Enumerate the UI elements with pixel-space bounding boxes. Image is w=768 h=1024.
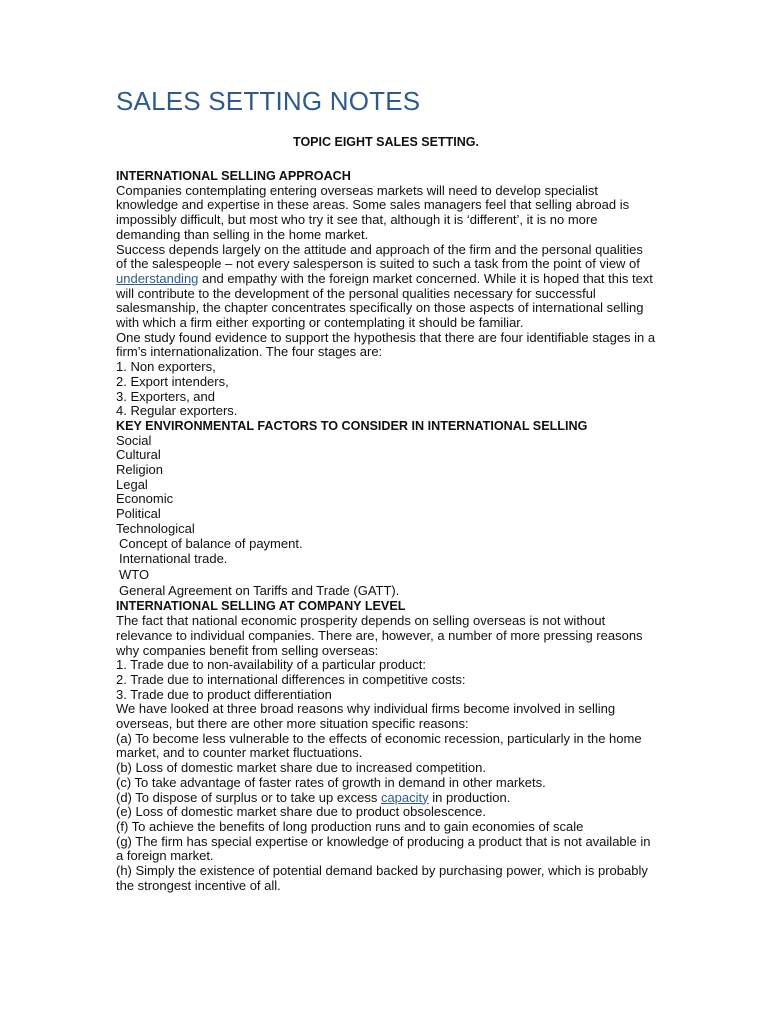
reason-list [116, 658, 656, 702]
paragraph-four-stages: One study found evidence to support the hypothesis that there are four identifiable stages in a firm’s internationalization. The four stages are: [116, 329, 656, 360]
bullet-text: International trade. [119, 551, 228, 567]
list-item: 2. Trade due to international differences in competitive costs: [116, 671, 466, 687]
paragraph-overseas-markets: Companies contemplating entering overseas markets will need to develop specialist knowledge and expertise in these areas. Some sales managers feel that selling abroad is impossibly difficult, but most who try it see that, although it is ‘different’, it is no more demanding than selling in the home market. [116, 182, 630, 242]
bullet-text: General Agreement on Tariffs and Trade (GATT). [119, 582, 400, 598]
bullet-text: WTO [119, 566, 150, 582]
capacity-link[interactable]: capacity [380, 789, 429, 805]
list-item: Social [116, 432, 152, 448]
factor-list [116, 434, 656, 537]
list-item: Economic [116, 491, 174, 507]
list-item-h: (h) Simply the existence of potential demand backed by purchasing power, which is probably the strongest incentive of all. [116, 863, 648, 893]
list-item: Religion [116, 462, 163, 478]
list-item: 2. Export intenders, [116, 373, 229, 389]
paragraph-success-depends [116, 243, 656, 331]
document-body [116, 169, 656, 893]
document-title: SALES SETTING NOTES [116, 86, 421, 116]
item-text: in production. [428, 789, 511, 805]
understanding-link[interactable]: understanding [116, 270, 199, 286]
list-item: Technological [116, 520, 195, 536]
list-item-e: (e) Loss of domestic market share due to product obsolescence. [116, 804, 486, 820]
paragraph-national-prosperity: The fact that national economic prosperity depends on selling overseas is not without relevance to individual companies. There are, however, a number of more pressing reasons why companies benefit from selling overseas: [116, 613, 643, 658]
paragraph-broad-reasons: We have looked at three broad reasons why individual firms become involved in selling overseas, but there are other more situation specific reasons: [116, 701, 616, 732]
list-item: 3. Trade due to product differentiation [116, 686, 332, 702]
list-item: Political [116, 506, 161, 522]
list-item-d [116, 791, 656, 806]
list-item: Legal [116, 476, 148, 492]
document-page [116, 84, 656, 893]
paragraph-text: and empathy with the foreign market concerned. While it is hoped that this text will contribute to the development of the personal qualities necessary for successful salesmanship, the chapter concentrates specifically on those aspects of international selling with which a firm either exporting or contemplating it should be familiar. [116, 270, 653, 331]
paragraph-text: Success depends largely on the attitude and approach of the firm and the personal qualities of the salespeople – not every salesperson is suited to such a task from the point of view of [116, 241, 643, 272]
list-item: 1. Non exporters, [116, 359, 216, 375]
list-item: 4. Regular exporters. [116, 403, 238, 419]
list-item: Cultural [116, 447, 161, 463]
section-heading-company-level: INTERNATIONAL SELLING AT COMPANY LEVEL [116, 599, 406, 614]
list-item-g: (g) The firm has special expertise or knowledge of producing a product that is not available in a foreign market. [116, 833, 651, 864]
item-text: (d) To dispose of surplus or to take up excess [116, 789, 381, 805]
list-item: 1. Trade due to non-availability of a particular product: [116, 657, 427, 673]
stage-list [116, 360, 656, 419]
bullet-list [116, 537, 656, 600]
list-item-f: (f) To achieve the benefits of long production runs and to gain economies of scale [116, 818, 584, 834]
topic-heading: TOPIC EIGHT SALES SETTING. [293, 135, 479, 149]
list-item-b: (b) Loss of domestic market share due to increased competition. [116, 760, 486, 776]
bullet-item [116, 568, 656, 584]
list-item-c: (c) To take advantage of faster rates of growth in demand in other markets. [116, 774, 546, 790]
bullet-item [116, 584, 656, 600]
list-item: 3. Exporters, and [116, 388, 215, 404]
bullet-text: Concept of balance of payment. [119, 535, 303, 551]
bullet-item [116, 537, 656, 553]
section-heading-approach: INTERNATIONAL SELLING APPROACH [116, 169, 351, 183]
list-item-a: (a) To become less vulnerable to the effects of economic recession, particularly in the home market, and to counter market fluctuations. [116, 730, 642, 761]
bullet-item [116, 552, 656, 568]
section-heading-environmental-factors: KEY ENVIRONMENTAL FACTORS TO CONSIDER IN INTERNATIONAL SELLING [116, 418, 588, 433]
